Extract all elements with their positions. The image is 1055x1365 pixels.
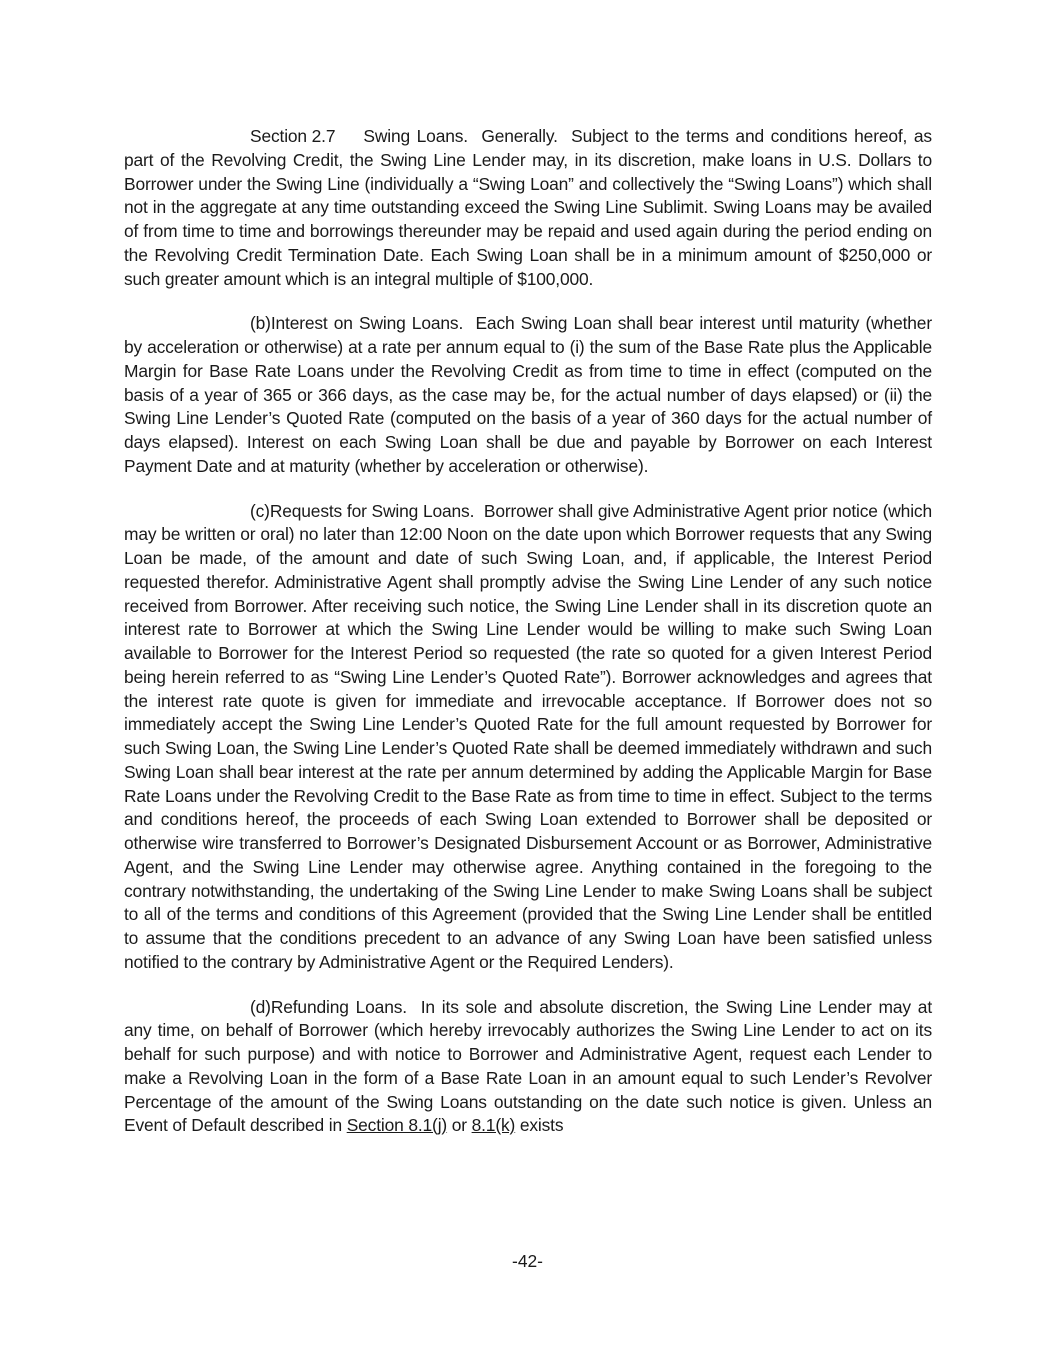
section-reference-link[interactable]: Section 8.1(j) [346,1115,448,1136]
paragraph-body: Subject to the terms and conditions hereof, as part of the Revolving Credit, the Swing Line Lender may, in its discretion, make loans in U.S. Dollars to Borrower under the Swing Line (individually a “Swing Loan” and collectively the “Swing Loans”) which shall not in the aggregate at any time outstanding exceed the Swing Line Sublimit. Swing Loans may be availed of from time to time and borrowings thereunder may be repaid and used again during the period ending on the Revolving Credit Termination Date. Each Swing Loan shall be in a minimum amount of $250,000 or such greater amount which is an integral multiple of $100,000. [124,126,932,289]
paragraph-title: Interest on Swing Loans. [270,313,464,334]
paragraph-title: Refunding Loans. [270,996,407,1017]
paragraph-d [124,996,932,1139]
section-number: Section 2.7 [250,126,336,146]
paragraph-label: (c) [250,500,270,521]
document-page [124,125,932,1159]
section-subtitle: Generally. [481,126,558,146]
paragraph-b [124,312,932,478]
paragraph-body-tail: exists [519,1115,564,1136]
paragraph-c [124,500,932,975]
section-title: Swing Loans. [363,126,468,146]
paragraph-label: (d) [250,996,271,1017]
paragraph-body: In its sole and absolute discretion, the Swing Line Lender may at any time, on behalf of Borrower (which hereby irrevocably authorizes the Swing Line Lender to act on its behalf for such purpose) and with notice to Borrower and Administrative Agent, request each Lender to make a Revolving Loan in the form of a Base Rate Loan in an amount equal to such Lender’s Revolver Percentage of the amount of the Swing Loans outstanding on the date such notice is given. Unless an Event of Default described in [124,996,933,1136]
paragraph-title: Requests for Swing Loans. [269,500,475,521]
section-reference-link[interactable]: 8.1(k) [471,1115,516,1136]
paragraph-label: (b) [250,313,271,334]
paragraph-body: Each Swing Loan shall bear interest until maturity (whether by acceleration or otherwise) at a rate per annum equal to (i) the sum of the Base Rate plus the Applicable Margin for Base Rate Loans under the Revolving Credit as from time to time in effect (computed on the basis of a year of 365 or 366 days, as the case may be, for the actual number of days elapsed) or (ii) the Swing Line Lender’s Quoted Rate (computed on the basis of a year of 360 days for the actual number of days elapsed). Interest on each Swing Loan shall be due and payable by Borrower on each Interest Payment Date and at maturity (whether by acceleration or otherwise). [124,313,932,476]
paragraph-body: Borrower shall give Administrative Agent prior notice (which may be written or oral) no later than 12:00 Noon on the date upon which Borrower requests that any Swing Loan be made, of the amount and date of such Swing Loan, and, if applicable, the Interest Period requested therefor. Administrative Agent shall promptly advise the Swing Line Lender of any such notice received from Borrower. After receiving such notice, the Swing Line Lender shall in its discretion quote an interest rate to Borrower at which the Swing Line Lender would be willing to make such Swing Loan available to Borrower for the Interest Period so requested (the rate so quoted for a given Interest Period being herein referred to as “Swing Line Lender’s Quoted Rate”). Borrower acknowledges and agrees that the interest rate quote is given for immediate and irrevocable acceptance. If Borrower does not so immediately accept the Swing Line Lender’s Quoted Rate for the full amount requested by Borrower for such Swing Loan, the Swing Line Lender’s Quoted Rate shall be deemed immediately withdrawn and such Swing Loan shall bear interest at the rate per annum determined by adding the Applicable Margin for Base Rate Loans under the Revolving Credit to the Base Rate as from time to time in effect. Subject to the terms and conditions hereof, the proceeds of each Swing Loan extended to Borrower shall be deposited or otherwise wire transferred to Borrower’s Designated Disbursement Account or as Borrower, Administrative Agent, and the Swing Line Lender may otherwise agree. Anything contained in the foregoing to the contrary notwithstanding, the undertaking of the Swing Line Lender to make Swing Loans shall be subject to all of the terms and conditions of this Agreement (provided that the Swing Line Lender shall be entitled to assume that the conditions precedent to an advance of any Swing Loan have been satisfied unless notified to the contrary by Administrative Agent or the Required Lenders). [124,500,932,972]
conjunction-text: or [451,1115,467,1136]
page-number: -42- [512,1251,543,1271]
paragraph-section-2-7 [124,125,932,291]
